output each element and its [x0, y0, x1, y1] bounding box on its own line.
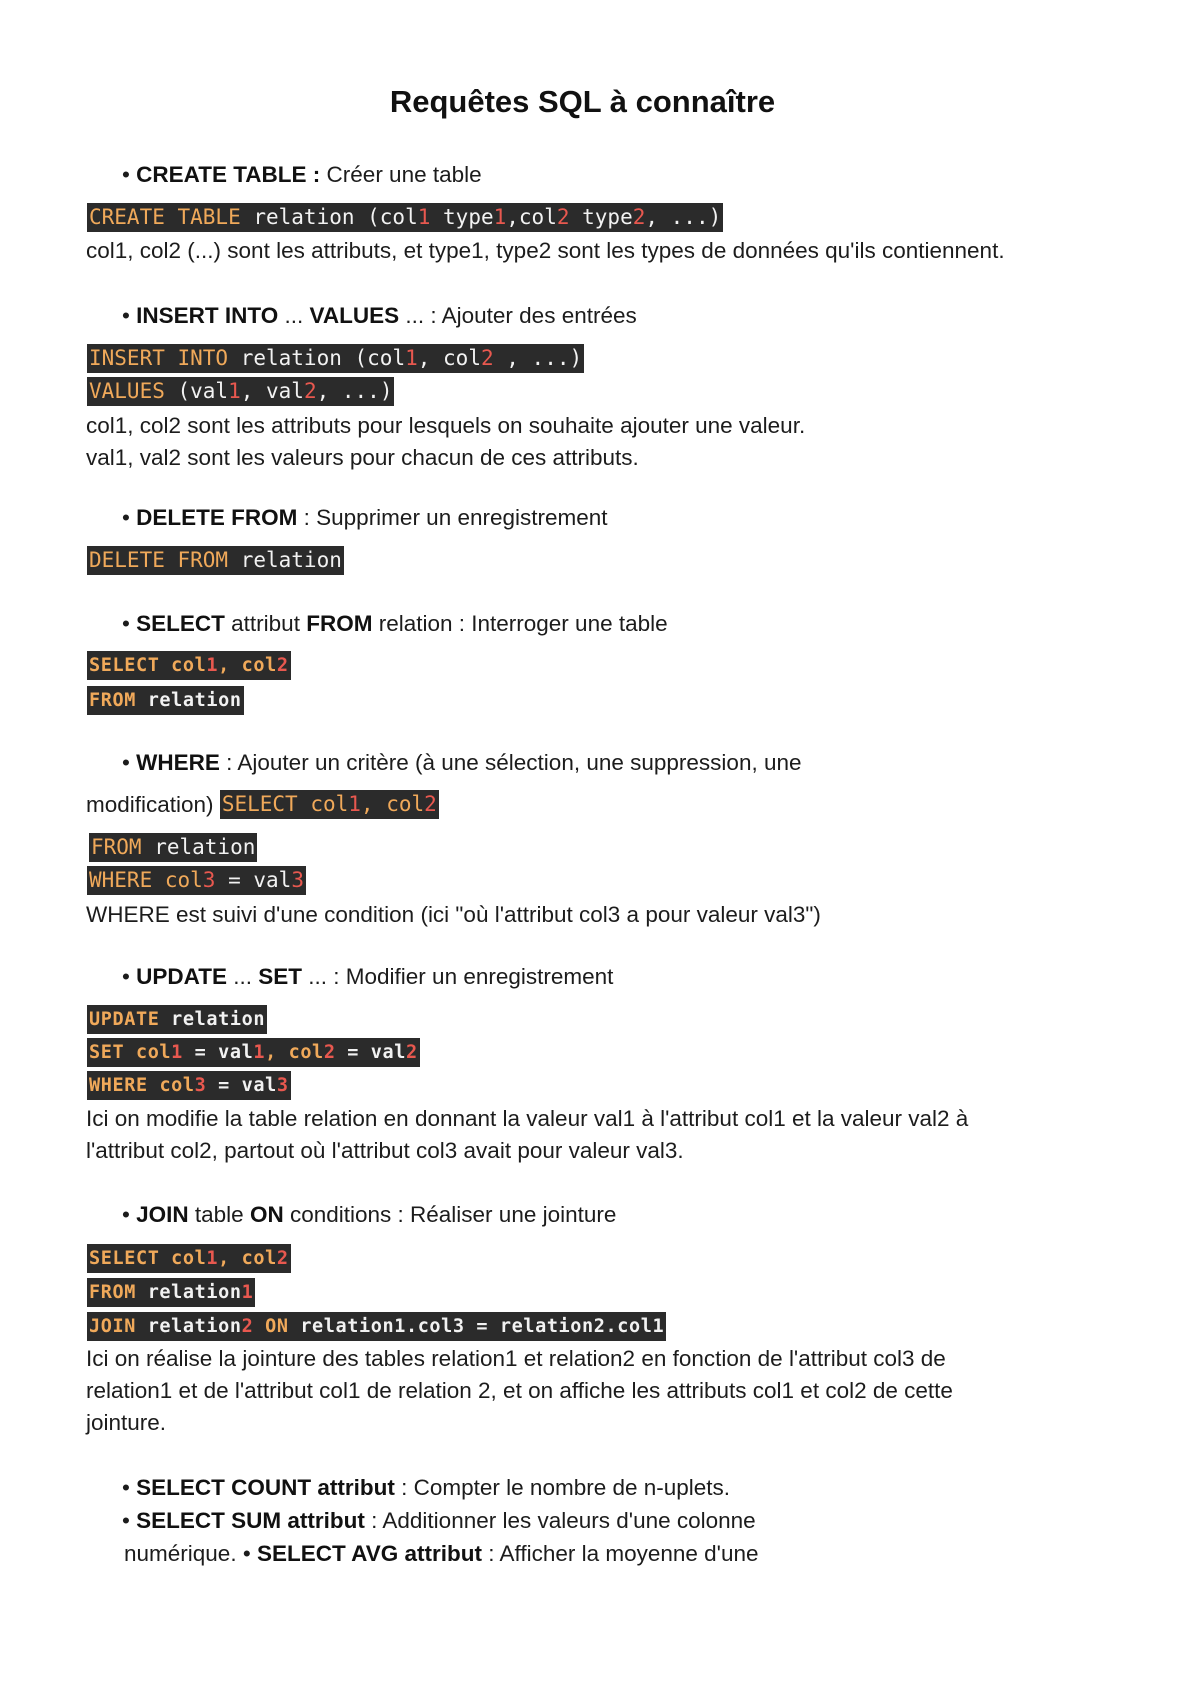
code-select: SELECT col1, col2: [87, 651, 291, 680]
code-join-select: SELECT col1, col2: [87, 1244, 291, 1273]
code-where-from: FROM relation: [89, 833, 257, 862]
join-note-2: relation1 et de l'attribut col1 de relation 2, et on affiche les attributs col1 et col2 de cette: [86, 1378, 953, 1403]
section-delete-heading: • DELETE FROM : Supprimer un enregistrement: [122, 505, 608, 530]
join-note-3: jointure.: [86, 1410, 167, 1435]
code-join-on: JOIN relation2 ON relation1.col3 = relation2.col1: [87, 1312, 666, 1341]
where-note: WHERE est suivi d'une condition (ici "où l'attribut col3 a pour valeur val3"): [86, 902, 821, 927]
code-from: FROM relation: [87, 686, 244, 715]
section-select-heading: • SELECT attribut FROM relation : Interroger une table: [122, 611, 668, 636]
section-insert-heading: • INSERT INTO ... VALUES ... : Ajouter des entrées: [122, 303, 637, 328]
code-where-clause: WHERE col3 = val3: [87, 866, 306, 895]
code-create-table: CREATE TABLE relation (col1 type1,col2 type2, ...): [87, 203, 723, 232]
code-set: SET col1 = val1, col2 = val2: [87, 1038, 420, 1067]
create-note: col1, col2 (...) sont les attributs, et type1, type2 sont les types de données qu'ils contiennent.: [86, 238, 1005, 263]
code-join-from: FROM relation1: [87, 1278, 255, 1307]
where-desc-continued: modification) SELECT col1, col2: [86, 791, 437, 817]
code-where-select: SELECT col1, col2: [220, 790, 439, 819]
insert-note-1: col1, col2 sont les attributs pour lesquels on souhaite ajouter une valeur.: [86, 413, 806, 438]
section-where-heading: • WHERE : Ajouter un critère (à une sélection, une suppression, une: [122, 750, 802, 775]
code-update-where: WHERE col3 = val3: [87, 1071, 291, 1100]
code-update: UPDATE relation: [87, 1005, 267, 1034]
aggregate-sum: • SELECT SUM attribut : Additionner les valeurs d'une colonne: [122, 1508, 756, 1533]
section-join-heading: • JOIN table ON conditions : Réaliser une jointure: [122, 1202, 617, 1227]
update-note-2: l'attribut col2, partout où l'attribut col3 avait pour valeur val3.: [86, 1138, 684, 1163]
section-create-heading: • CREATE TABLE : Créer une table: [122, 162, 482, 187]
section-update-heading: • UPDATE ... SET ... : Modifier un enregistrement: [122, 964, 614, 989]
code-values: VALUES (val1, val2, ...): [87, 377, 394, 406]
page-title: Requêtes SQL à connaître: [389, 84, 776, 119]
aggregate-avg: numérique. • SELECT AVG attribut : Afficher la moyenne d'une: [124, 1541, 759, 1566]
code-delete-from: DELETE FROM relation: [87, 546, 344, 575]
join-note-1: Ici on réalise la jointure des tables relation1 et relation2 en fonction de l'attribut col3 de: [86, 1346, 946, 1371]
update-note-1: Ici on modifie la table relation en donnant la valeur val1 à l'attribut col1 et la valeur val2 à: [86, 1106, 969, 1131]
insert-note-2: val1, val2 sont les valeurs pour chacun de ces attributs.: [86, 445, 639, 470]
aggregate-count: • SELECT COUNT attribut : Compter le nombre de n-uplets.: [122, 1475, 731, 1500]
code-insert-into: INSERT INTO relation (col1, col2 , ...): [87, 344, 584, 373]
